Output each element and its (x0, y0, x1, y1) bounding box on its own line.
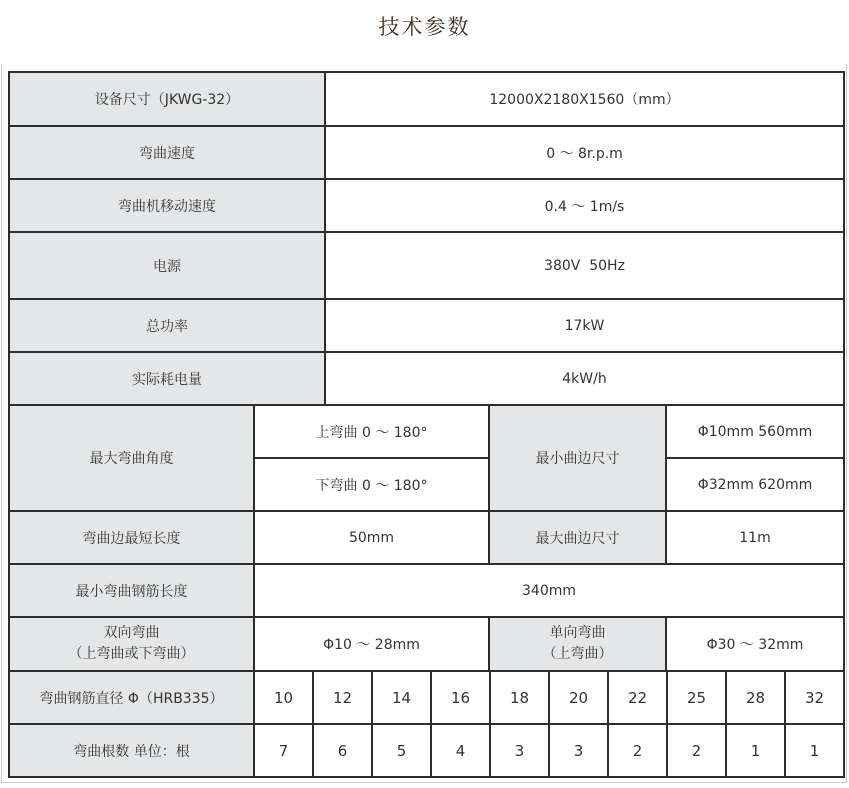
row-value-max-edge: 11m (667, 512, 843, 563)
row-label-diameter: 弯曲钢筋直径 Φ（HRB335） (10, 672, 253, 723)
table-row (10, 127, 843, 178)
unidirectional-line2: （上弯曲） (542, 646, 613, 662)
count-value: 5 (373, 725, 430, 776)
count-value: 3 (550, 725, 607, 776)
table-row (10, 353, 843, 404)
count-value: 4 (432, 725, 489, 776)
diameter-value: 10 (255, 672, 312, 723)
row-label-power-supply: 电源 (10, 233, 324, 298)
min-edge-value-2: Φ32mm 620mm (667, 459, 843, 510)
count-value: 1 (727, 725, 784, 776)
row-label-total-power: 总功率 (10, 300, 324, 351)
row-value-total-power: 17kW (326, 300, 843, 351)
row-label-min-edge-size: 最小曲边尺寸 (490, 406, 665, 510)
count-value: 2 (668, 725, 725, 776)
row-label-move-speed: 弯曲机移动速度 (10, 180, 324, 231)
count-value: 1 (786, 725, 843, 776)
min-edge-values (667, 406, 843, 510)
count-value: 2 (609, 725, 666, 776)
table-row-counts (10, 725, 843, 776)
table-row (10, 565, 843, 616)
diameter-value: 20 (550, 672, 607, 723)
bidirectional-line2: （上弯曲或下弯曲） (68, 646, 195, 662)
table-row (10, 73, 843, 125)
page-title: 技术参数 (378, 15, 471, 39)
diameter-value: 16 (432, 672, 489, 723)
table-row (10, 512, 843, 563)
row-label-consumption: 实际耗电量 (10, 353, 324, 404)
count-value: 6 (314, 725, 371, 776)
row-value-shortest-edge: 50mm (255, 512, 488, 563)
diameter-value: 25 (668, 672, 725, 723)
unidirectional-line1: 单向弯曲 (549, 625, 606, 641)
row-label-bidirectional (10, 618, 253, 670)
count-value: 3 (491, 725, 548, 776)
table-row (10, 180, 843, 231)
diameter-value: 22 (609, 672, 666, 723)
row-label-max-bend-angle: 最大弯曲角度 (10, 406, 253, 510)
row-value-unidirectional: Φ30 ～ 32mm (667, 618, 843, 670)
diameter-value: 28 (727, 672, 784, 723)
bidirectional-line1: 双向弯曲 (103, 625, 160, 641)
row-label-device-size: 设备尺寸（JKWG-32） (10, 73, 324, 125)
table-row (10, 618, 843, 670)
lower-bend-value: 下弯曲 0 ～ 180° (255, 459, 488, 510)
bend-angle-values (255, 406, 488, 510)
spec-table (8, 71, 845, 778)
min-edge-value-1: Φ10mm 560mm (667, 406, 843, 457)
row-label-count: 弯曲根数 单位：根 (10, 725, 253, 776)
row-label-unidirectional (490, 618, 665, 670)
row-label-shortest-edge: 弯曲边最短长度 (10, 512, 253, 563)
row-value-device-size: 12000X2180X1560（mm） (326, 73, 843, 125)
diameter-value: 18 (491, 672, 548, 723)
row-label-bend-speed: 弯曲速度 (10, 127, 324, 178)
table-row-diameters (10, 672, 843, 723)
row-value-power-supply: 380V 50Hz (326, 233, 843, 298)
row-label-min-rebar-length: 最小弯曲钢筋长度 (10, 565, 253, 616)
diameter-value: 14 (373, 672, 430, 723)
table-row (10, 233, 843, 298)
diameter-value: 12 (314, 672, 371, 723)
row-value-move-speed: 0.4 ～ 1m/s (326, 180, 843, 231)
row-value-bend-speed: 0 ～ 8r.p.m (326, 127, 843, 178)
count-value: 7 (255, 725, 312, 776)
table-row (10, 300, 843, 351)
upper-bend-value: 上弯曲 0 ～ 180° (255, 406, 488, 457)
table-row-bend-angle (10, 406, 843, 510)
diameter-value: 32 (786, 672, 843, 723)
row-value-bidirectional: Φ10 ～ 28mm (255, 618, 488, 670)
row-value-consumption: 4kW/h (326, 353, 843, 404)
row-label-max-edge: 最大曲边尺寸 (490, 512, 665, 563)
row-value-min-rebar-length: 340mm (255, 565, 843, 616)
